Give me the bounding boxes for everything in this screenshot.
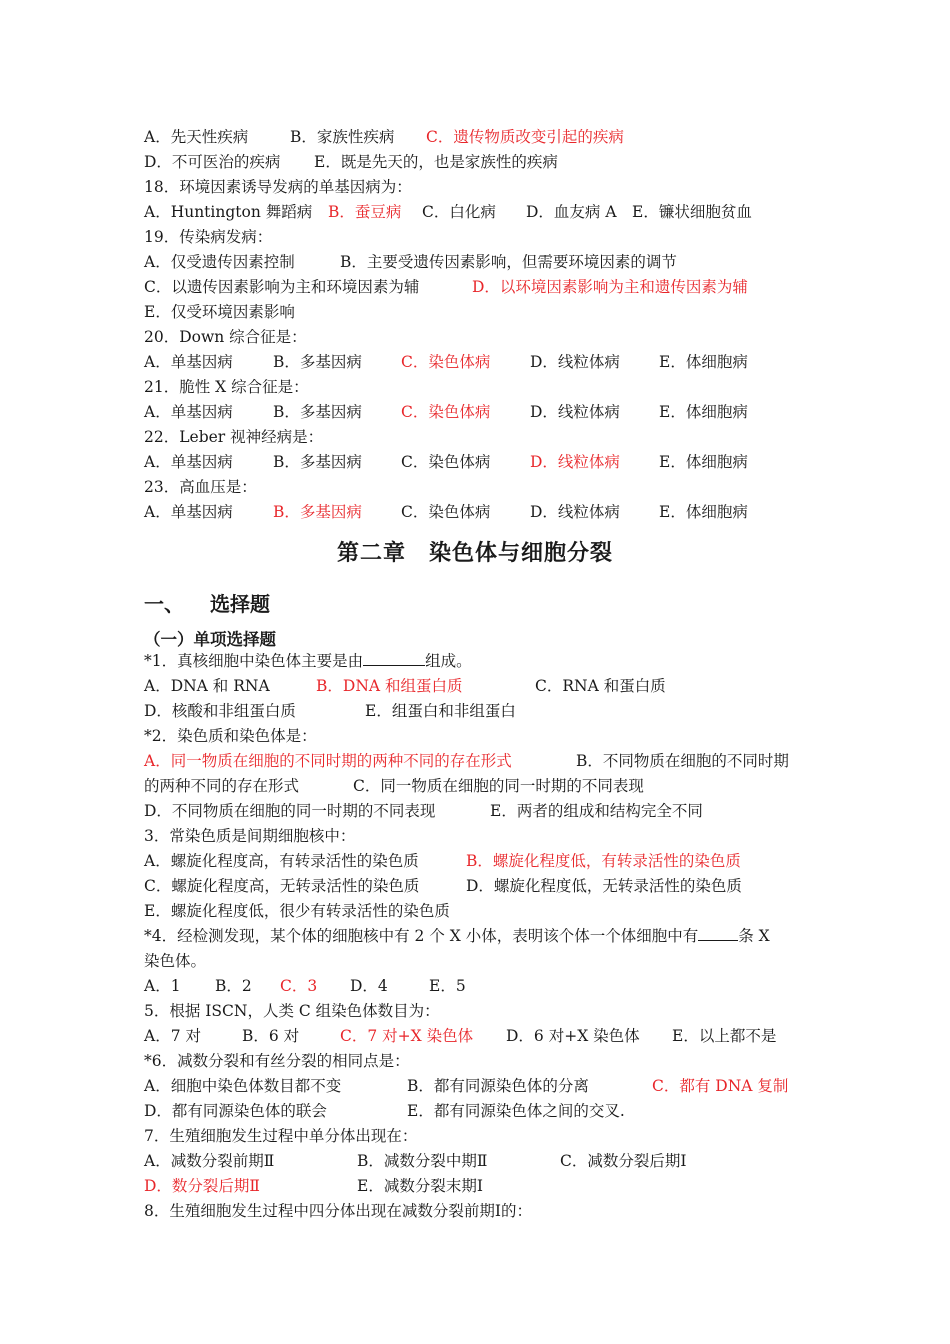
option-b-answer: B．螺旋化程度低，有转录活性的染色质 xyxy=(466,852,741,870)
option-c: C．染色体病 xyxy=(401,453,491,471)
option-d: D．6 对+X 染色体 xyxy=(506,1027,640,1045)
option-b: B．都有同源染色体的分离 xyxy=(407,1077,589,1095)
option-d: D．不可医治的疾病 xyxy=(144,153,281,171)
question-23: 23．高血压是： xyxy=(144,478,257,496)
option-e: E．仅受环境因素影响 xyxy=(144,303,295,321)
question-5: 5．根据 ISCN，人类 C 组染色体数目为： xyxy=(144,1002,440,1020)
option-d-answer: D．线粒体病 xyxy=(530,453,620,471)
option-a-answer: A．同一物质在细胞的不同时期的两种不同的存在形式 xyxy=(144,752,512,770)
option-b-continued: 的两种不同的存在形式 xyxy=(144,777,300,795)
option-e: E．减数分裂末期Ⅰ xyxy=(357,1177,483,1195)
option-b: B．多基因病 xyxy=(273,453,362,471)
option-d: D．核酸和非组蛋白质 xyxy=(144,702,296,720)
option-a: A．1 xyxy=(144,977,181,995)
option-d-answer: D．数分裂后期Ⅱ xyxy=(144,1177,260,1195)
option-a: A．单基因病 xyxy=(144,453,233,471)
question-text: *4．经检测发现，某个体的细胞核中有 2 个 X 小体，表明该个体一个体细胞中有 xyxy=(144,927,699,945)
option-c: C．RNA 和蛋白质 xyxy=(535,677,666,695)
section-title: 选择题 xyxy=(210,592,270,616)
option-c-answer: C．3 xyxy=(280,977,318,995)
option-d: D．4 xyxy=(350,977,388,995)
option-a: A．单基因病 xyxy=(144,503,233,521)
option-d: D．不同物质在细胞的同一时期的不同表现 xyxy=(144,802,436,820)
option-c-answer: C．都有 DNA 复制 xyxy=(652,1077,789,1095)
option-e: E．体细胞病 xyxy=(659,453,748,471)
option-a: A．单基因病 xyxy=(144,403,233,421)
question-text-end: 条 X xyxy=(738,927,770,945)
option-c-answer: C．7 对+X 染色体 xyxy=(340,1027,474,1045)
fill-in-blank xyxy=(698,926,738,941)
option-c: C．减数分裂后期Ⅰ xyxy=(560,1152,687,1170)
option-e: E．都有同源染色体之间的交叉. xyxy=(407,1102,625,1120)
option-c-answer: C．遗传物质改变引起的疾病 xyxy=(426,128,624,146)
option-b: B．家族性疾病 xyxy=(290,128,395,146)
question-3: 3．常染色质是间期细胞核中： xyxy=(144,827,356,845)
option-e: E．体细胞病 xyxy=(659,353,748,371)
option-d: D．线粒体病 xyxy=(530,403,620,421)
option-c: C．白化病 xyxy=(422,203,496,221)
question-2: *2．染色质和染色体是： xyxy=(144,727,317,745)
option-d: D．都有同源染色体的联会 xyxy=(144,1102,327,1120)
option-d: D．血友病 A xyxy=(526,203,617,221)
section-number: 一、 xyxy=(144,592,184,616)
chapter-title: 第二章 染色体与细胞分裂 xyxy=(336,540,613,566)
option-e: E．体细胞病 xyxy=(659,403,748,421)
option-c-answer: C．染色体病 xyxy=(401,403,491,421)
question-text-end: 组成。 xyxy=(425,652,472,670)
question-21: 21．脆性 X 综合征是： xyxy=(144,378,309,396)
option-a: A．先天性疾病 xyxy=(144,128,249,146)
question-4 xyxy=(144,926,814,946)
option-b-answer: B．蚕豆病 xyxy=(328,203,402,221)
option-a: A．单基因病 xyxy=(144,353,233,371)
option-e: E．以上都不是 xyxy=(672,1027,777,1045)
option-e: E．既是先天的，也是家族性的疾病 xyxy=(314,153,558,171)
question-text-continued: 染色体。 xyxy=(144,952,207,970)
option-e: E．体细胞病 xyxy=(659,503,748,521)
question-8: 8．生殖细胞发生过程中四分体出现在减数分裂前期Ⅰ的： xyxy=(144,1202,532,1220)
option-e: E．5 xyxy=(429,977,466,995)
question-20: 20．Down 综合征是： xyxy=(144,328,307,346)
option-c-answer: C．染色体病 xyxy=(401,353,491,371)
option-d: D．线粒体病 xyxy=(530,353,620,371)
option-e: E．组蛋白和非组蛋白 xyxy=(365,702,516,720)
option-b-answer: B．DNA 和组蛋白质 xyxy=(316,677,463,695)
option-e: E．螺旋化程度低，很少有转录活性的染色质 xyxy=(144,902,450,920)
option-d: D．线粒体病 xyxy=(530,503,620,521)
option-a: A．螺旋化程度高，有转录活性的染色质 xyxy=(144,852,419,870)
subsection-title: （一）单项选择题 xyxy=(144,630,276,649)
option-e: E．镰状细胞贫血 xyxy=(632,203,752,221)
option-b: B．2 xyxy=(215,977,252,995)
option-c: C．同一物质在细胞的同一时期的不同表现 xyxy=(353,777,644,795)
question-6: *6．减数分裂和有丝分裂的相同点是： xyxy=(144,1052,410,1070)
fill-in-blank xyxy=(363,651,425,666)
question-text: *1．真核细胞中染色体主要是由 xyxy=(144,652,364,670)
question-22: 22．Leber 视神经病是： xyxy=(144,428,324,446)
option-d-answer: D．以环境因素影响为主和遗传因素为辅 xyxy=(472,278,748,296)
question-18: 18．环境因素诱导发病的单基因病为： xyxy=(144,178,412,196)
option-b: B．6 对 xyxy=(242,1027,300,1045)
option-c: C．染色体病 xyxy=(401,503,491,521)
question-1 xyxy=(144,651,814,671)
option-b: B．不同物质在细胞的不同时期 xyxy=(576,752,789,770)
option-b: B．主要受遗传因素影响，但需要环境因素的调节 xyxy=(340,253,677,271)
option-b: B．多基因病 xyxy=(273,353,362,371)
option-b: B．减数分裂中期Ⅱ xyxy=(357,1152,488,1170)
option-c: C．以遗传因素影响为主和环境因素为辅 xyxy=(144,278,420,296)
option-c: C．螺旋化程度高，无转录活性的染色质 xyxy=(144,877,420,895)
option-a: A．减数分裂前期Ⅱ xyxy=(144,1152,275,1170)
option-a: A．Huntington 舞蹈病 xyxy=(144,203,313,221)
option-a: A．细胞中染色体数目都不变 xyxy=(144,1077,342,1095)
option-a: A．7 对 xyxy=(144,1027,201,1045)
option-d: D．螺旋化程度低，无转录活性的染色质 xyxy=(466,877,742,895)
question-7: 7．生殖细胞发生过程中单分体出现在： xyxy=(144,1127,418,1145)
option-e: E．两者的组成和结构完全不同 xyxy=(490,802,703,820)
option-b: B．多基因病 xyxy=(273,403,362,421)
option-b-answer: B．多基因病 xyxy=(273,503,362,521)
question-19: 19．传染病发病： xyxy=(144,228,273,246)
option-a: A．仅受遗传因素控制 xyxy=(144,253,295,271)
option-a: A．DNA 和 RNA xyxy=(144,677,270,695)
